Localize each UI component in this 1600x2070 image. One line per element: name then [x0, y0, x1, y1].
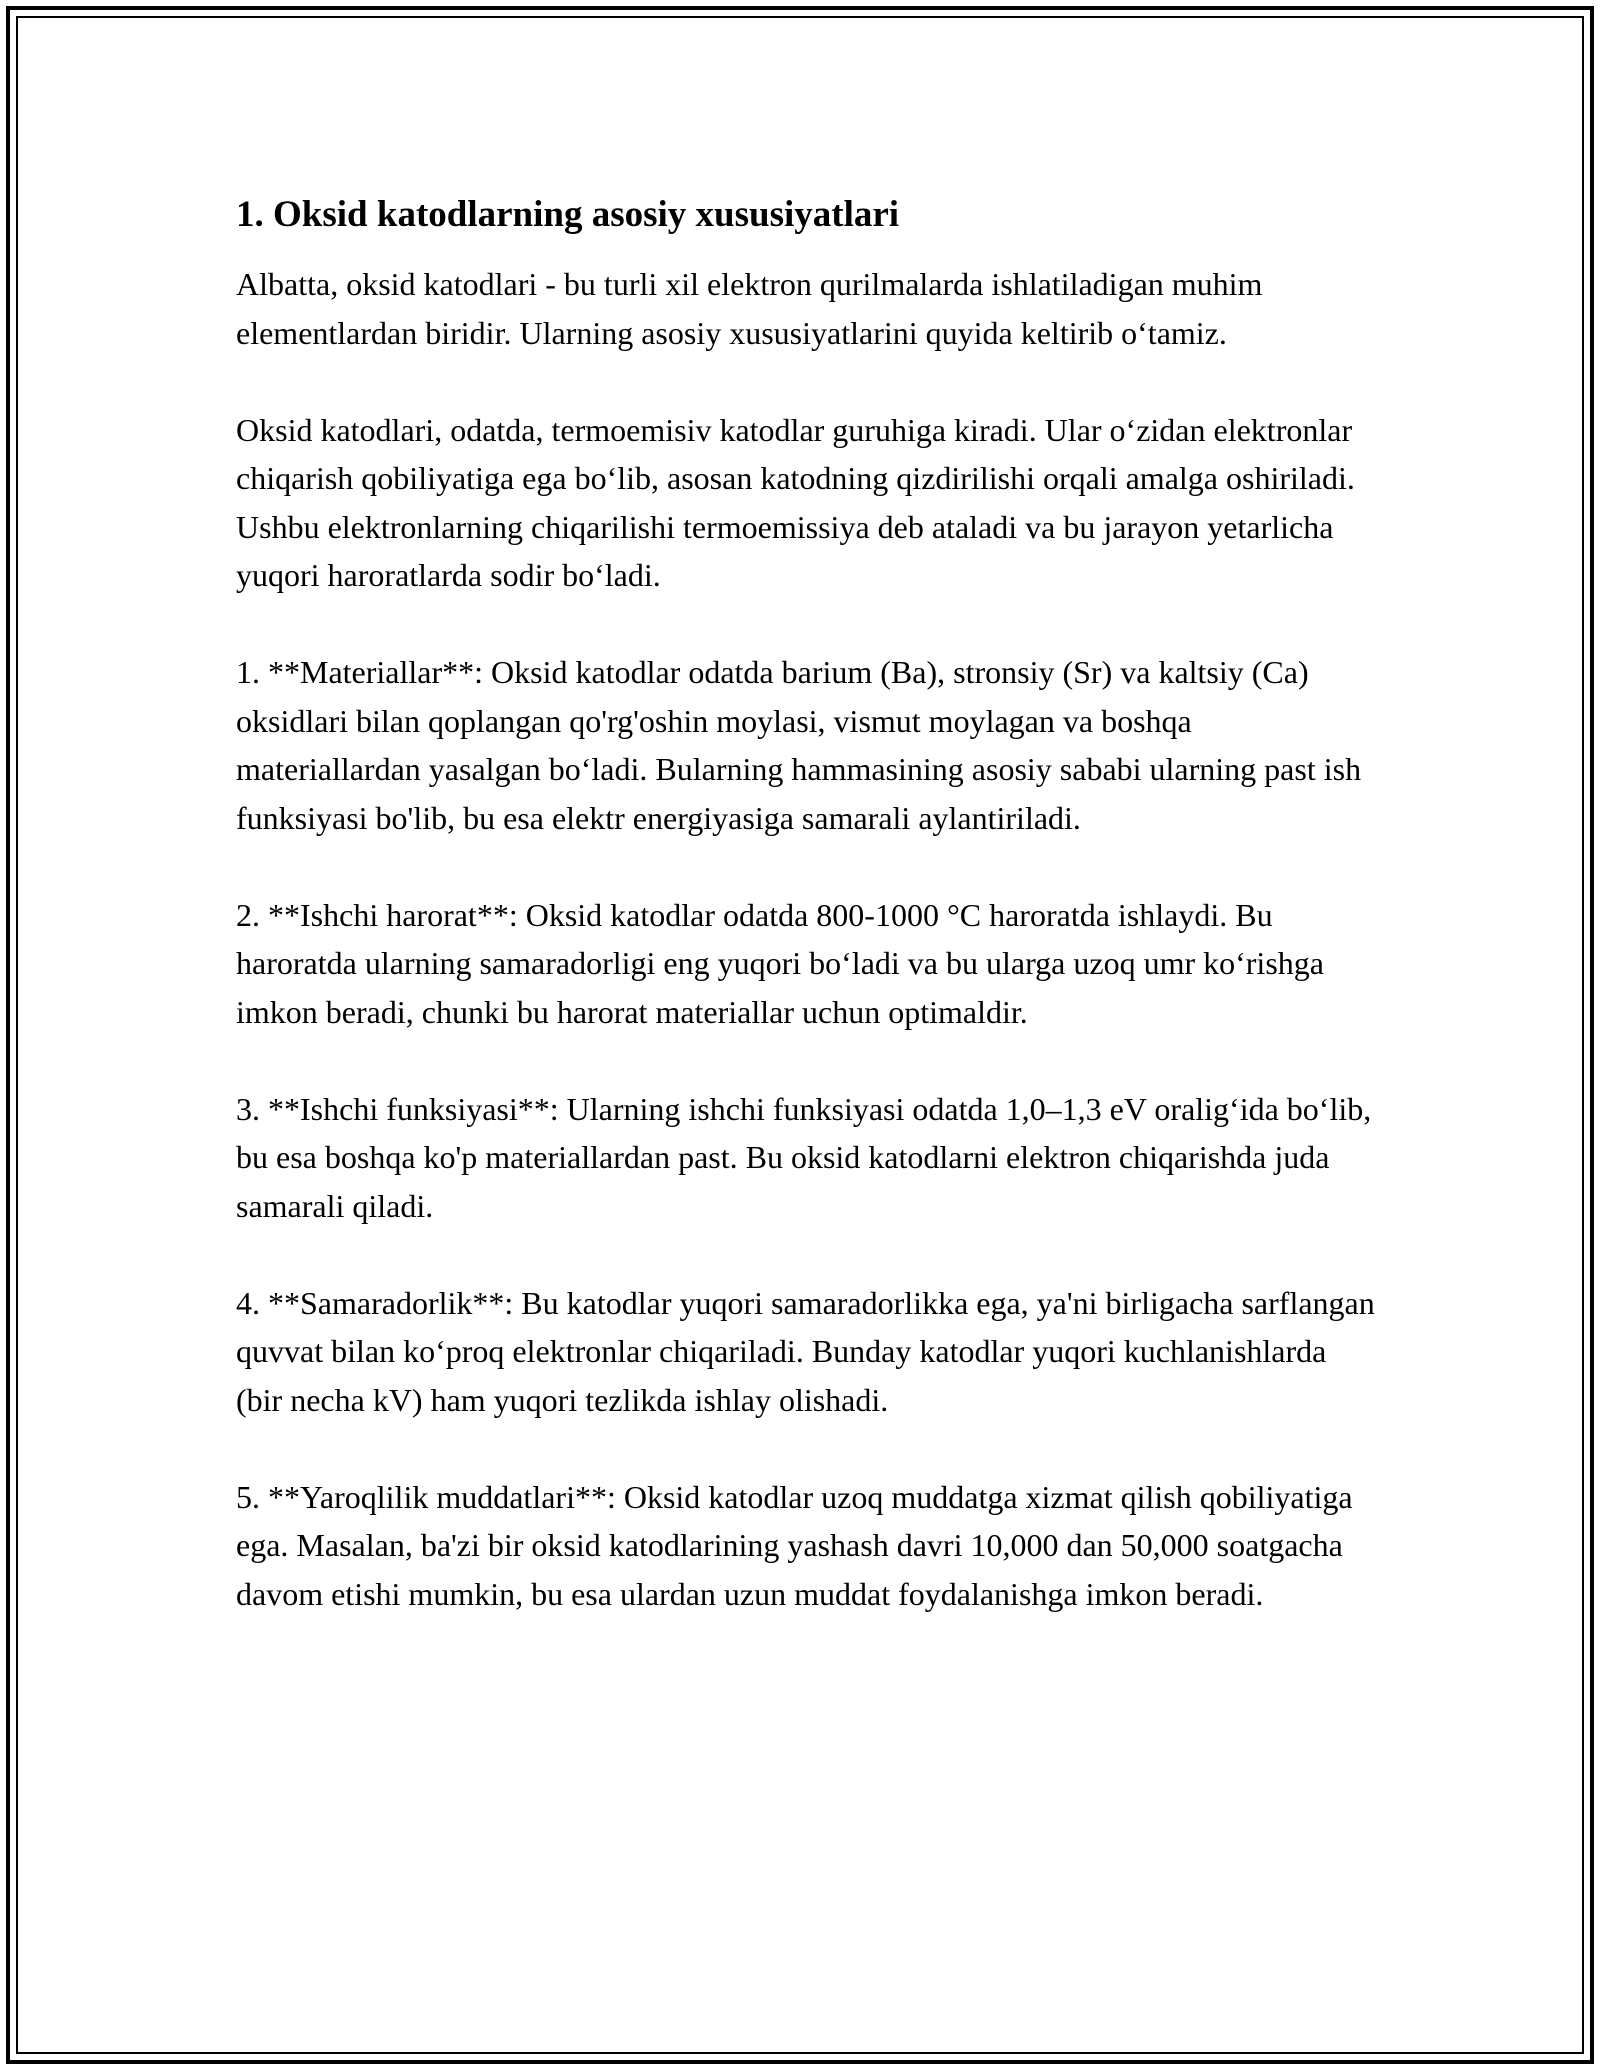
list-item-work-function: 3. **Ishchi funksiyasi**: Ularning ishchi funksiyasi odatda 1,0–1,3 eV oralig‘ida bo‘lib, bu esa boshqa ko'p materiallardan past. Bu oksid katodlarni elektron chiqarishda juda samarali qiladi.: [236, 1090, 1372, 1224]
document-body: [236, 190, 1376, 1667]
list-item-service-life: 5. **Yaroqlilik muddatlari**: Oksid katodlar uzoq muddatga xizmat qilish qobiliyatiga ega. Masalan, ba'zi bir oksid katodlarining yashash davri 10,000 dan 50,000 soatgacha davom etishi mumkin, bu esa ulardan uzun muddat foydalanishga imkon beradi.: [236, 1478, 1353, 1612]
list-item-working-temperature: 2. **Ishchi harorat**: Oksid katodlar odatda 800-1000 °C haroratda ishlaydi. Bu haroratda ularning samaradorligi eng yuqori bo‘ladi va bu ularga uzoq umr ko‘rishga imkon beradi, chunki bu harorat materiallar uchun optimaldir.: [236, 896, 1324, 1030]
list-item-efficiency: 4. **Samaradorlik**: Bu katodlar yuqori samaradorlikka ega, ya'ni birligacha sarflangan quvvat bilan ko‘proq elektronlar chiqariladi. Bunday katodlar yuqori kuchlanishlarda (bir necha kV) ham yuqori tezlikda ishlay olishadi.: [236, 1284, 1375, 1418]
list-item-materials: 1. **Materiallar**: Oksid katodlar odatda barium (Ba), stronsiy (Sr) va kaltsiy (Ca) oksidlari bilan qoplangan qo'rg'oshin moylasi, vismut moylagan va boshqa materiallardan yasalgan bo‘ladi. Bularning hammasining asosiy sababi ularning past ish funksiyasi bo'lib, bu esa elektr energiyasiga samarali aylantiriladi.: [236, 654, 1362, 836]
intro-paragraph: Albatta, oksid katodlari - bu turli xil elektron qurilmalarda ishlatiladigan muhim elementlardan biridir. Ularning asosiy xususiyatlarini quyida keltirib o‘tamiz.: [236, 266, 1263, 351]
thermoemission-paragraph: Oksid katodlari, odatda, termoemisiv katodlar guruhiga kiradi. Ular o‘zidan elektronlar chiqarish qobiliyatiga ega bo‘lib, asosan katodning qizdirilishi orqali amalga oshiriladi. Ushbu elektronlarning chiqarilishi termoemissiya deb ataladi va bu jarayon yetarlicha yuqori haroratlarda sodir bo‘ladi.: [236, 411, 1355, 593]
section-heading: 1. Oksid katodlarning asosiy xususiyatlari: [236, 194, 900, 235]
